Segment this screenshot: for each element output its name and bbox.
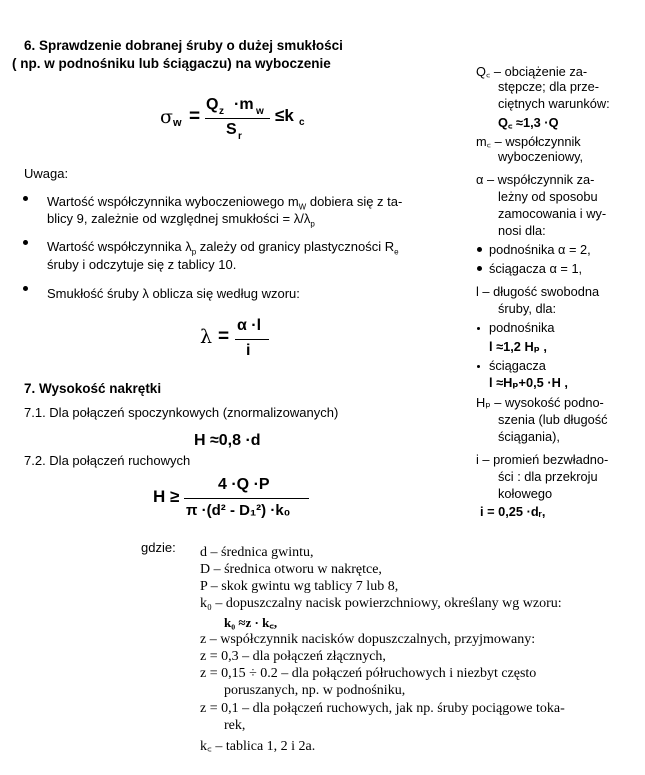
note-bullet-2-line2: śruby i odczytuje się z tablicy 10. [47,257,237,272]
gdzie-line: P – skok gwintu wg tablicy 7 lub 8, [200,579,399,594]
sidebar-line: śruby, dla: [498,301,557,316]
sidebar-line: ściągacza [489,358,546,373]
bullet-dot [477,266,482,271]
sidebar-line: m꜀ – współczynnik [476,134,581,149]
sidebar-line: wyboczeniowy, [498,149,584,164]
sidebar-line: i – promień bezwładno- [476,452,609,467]
gdzie-line: z = 0,1 – dla połączeń ruchowych, jak np. śruby pociągowe toka- [200,701,565,716]
formula1-num-sub: z [219,106,224,117]
bullet-dot [23,286,28,291]
formula1-eq: = [189,106,201,127]
note-bullet-2-line1: Wartość współczynnika $\lambda_p$ zależy od granicy plastyczności $R_e$ [47,239,399,257]
sidebar-line: Hₚ – wysokość podno- [476,395,604,410]
formula1-num-dot: ·m [234,96,254,113]
formula1-lhs: σ [160,106,173,128]
sidebar-line: szenia (lub długość [498,412,608,427]
note-label: Uwaga: [24,166,69,181]
formula1-rhs: ≤k [275,106,294,125]
sidebar-line: ściągacza α = 1, [489,261,583,276]
sidebar-line: l ≈Hₚ+0,5 ·H , [489,375,568,390]
gdzie-line: k₀ – dopuszczalny nacisk powierzchniowy, określany wg wzoru: [200,596,562,611]
formula3-lhs: H ≥ [153,487,180,506]
sidebar-line: podnośnika [489,320,555,335]
sidebar-line: stępcze; dla prze- [498,79,600,94]
formula1-rhs-sub: c [299,117,305,128]
formula2-fraction-bar [235,339,269,340]
formula-nut-height-static: H ≈0,8 ·d [194,432,261,449]
gdzie-line-formula: k₀ ≈z · k꜀, [224,615,278,630]
section-7-1-title: 7.1. Dla połączeń spoczynkowych (znormalizowanych) [24,405,339,420]
gdzie-line: poruszanych, np. w podnośniku, [224,683,406,698]
sidebar-line: kołowego [498,486,553,501]
section-6-title-line1: 6. Sprawdzenie dobranej śruby o dużej smukłości [24,38,343,53]
formula2-den: i [246,342,251,359]
section-6-title-line2: ( np. w podnośniku lub ściągaczu) na wyboczenie [12,56,331,71]
formula1-num: Q [206,96,219,113]
gdzie-line: z = 0,3 – dla połączeń złącznych, [200,649,386,664]
section-7-2-title: 7.2. Dla połączeń ruchowych [24,453,191,468]
sidebar-line: l – długość swobodna [476,284,600,299]
bullet-dot [477,247,482,252]
sidebar-line: ciętnych warunków: [498,96,610,111]
sidebar-line: ści : dla przekroju [498,469,598,484]
formula3-num: 4 ·Q ·P [218,476,270,493]
sidebar-line: ściągania), [498,429,560,444]
sidebar-line: α – współczynnik za- [476,172,595,187]
formula2-eq: = [218,326,230,347]
sidebar-line: leżny od sposobu [498,189,598,204]
formula1-fraction-bar [205,118,270,119]
note-bullet-1-line1: Wartość współczynnika wyboczeniowego $m_W$ dobiera się z ta- [47,194,403,212]
gdzie-line: d – średnica gwintu, [200,545,314,560]
note-bullet-1-line2: blicy 9, zależnie od względnej smukłości = $\lambda/\lambda_p$ [47,211,315,229]
gdzie-line: z – współczynnik nacisków dopuszczalnych, przyjmowany: [200,632,536,647]
formula1-num-sub2: w [256,106,264,117]
formula3-den: π ·(d² - D₁²) ·k₀ [186,502,291,519]
formula1-den-sub: r [238,131,242,142]
sidebar-line: nosi dla: [498,223,546,238]
bullet-dot [23,240,28,245]
gdzie-line: k꜀ – tablica 1, 2 i 2a. [200,739,316,754]
bullet-dot [23,196,28,201]
gdzie-line: rek, [224,718,246,733]
gdzie-label: gdzie: [141,540,176,555]
formula2-num: α ·l [237,317,262,334]
sidebar-line: Q꜀ – obciążenie za- [476,64,588,79]
formula1-den: S [226,121,237,138]
formula2-lhs: λ [200,326,213,348]
sidebar-line: Q꜀ ≈1,3 ·Q [498,115,559,130]
gdzie-line: z = 0,15 ÷ 0.2 – dla połączeń półruchowych i niezbyt często [200,666,537,681]
sidebar-line: l ≈1,2 Hₚ , [489,339,547,354]
gdzie-line: D – średnica otworu w nakrętce, [200,562,382,577]
sidebar-line: i = 0,25 ·dᵣ, [480,504,546,519]
sidebar-line: podnośnika α = 2, [489,242,591,257]
note-bullet-3-line1: Smukłość śruby λ oblicza się według wzoru: [47,286,300,301]
formula3-fraction-bar [184,498,309,499]
bullet-dot [477,365,480,368]
bullet-dot [477,327,480,330]
sidebar-line: zamocowania i wy- [498,206,607,221]
formula1-lhs-sub: w [173,117,182,129]
section-7-title: 7. Wysokość nakrętki [24,381,162,396]
